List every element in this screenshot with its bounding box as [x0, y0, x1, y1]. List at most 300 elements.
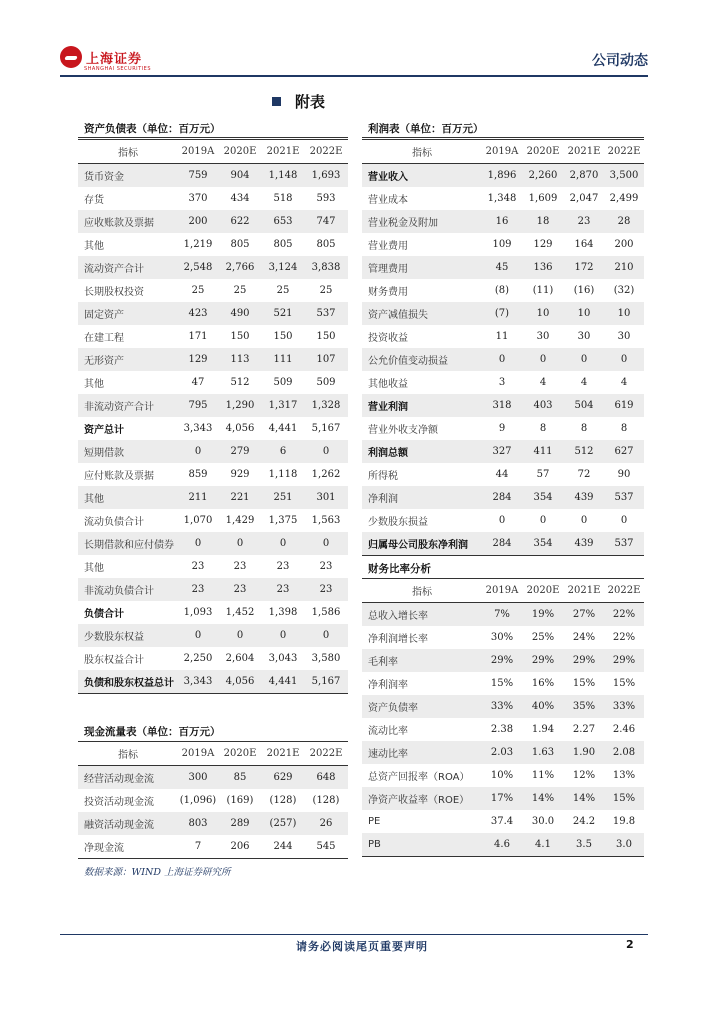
row-label: 其他 [84, 241, 104, 252]
row-label: 投资收益 [368, 333, 408, 344]
row-label: 其他 [84, 563, 104, 574]
income-statement-title: 利润表（单位：百万元） [368, 123, 484, 135]
table-cell: 289 [218, 812, 262, 835]
ratios-title: 财务比率分析 [368, 563, 431, 575]
table-cell: 23 [218, 578, 262, 601]
table-cell: 1,262 [311, 469, 341, 480]
column-header: 指标 [362, 140, 482, 164]
table-row [78, 233, 348, 256]
row-label: 经营活动现金流 [78, 766, 178, 790]
column-header: 2019A [178, 140, 218, 164]
row-label: 资产总计 [84, 425, 124, 436]
table-cell: 0 [539, 515, 547, 526]
row-label: 净利润率 [368, 680, 408, 691]
row-label: 净利润 [362, 486, 482, 509]
table-cell: 537 [604, 486, 644, 509]
table-cell: 7% [482, 603, 522, 627]
table-cell: 25 [191, 285, 205, 296]
table-cell: 10 [564, 302, 604, 325]
table-cell: 5,167 [304, 670, 348, 694]
table-cell: 537 [604, 532, 644, 556]
table-cell: 23 [276, 561, 290, 572]
table-cell: 23 [233, 561, 247, 572]
row-label: 营业成本 [368, 195, 408, 206]
table-cell: 0 [604, 348, 644, 371]
table-cell: 221 [218, 486, 262, 509]
table-cell: 0 [304, 440, 348, 463]
table-cell: 629 [262, 766, 304, 790]
table-cell: 4 [539, 377, 547, 388]
row-label: 净现金流 [78, 835, 178, 859]
table-row [78, 789, 348, 812]
row-label: 应付账款及票据 [84, 471, 154, 482]
table-cell: 4.1 [522, 833, 564, 857]
table-cell: 90 [617, 469, 631, 480]
row-label: 在建工程 [84, 333, 124, 344]
row-label: PB [362, 833, 482, 857]
table-cell: 29% [604, 649, 644, 672]
table-cell: 1,398 [268, 607, 298, 618]
column-header: 2020E [218, 742, 262, 766]
table-cell: 25 [233, 285, 247, 296]
table-cell: (8) [494, 285, 510, 296]
table-cell: 1,348 [487, 193, 517, 204]
column-header: 2020E [522, 140, 564, 164]
row-label: 资产负债率 [362, 695, 482, 718]
column-header: 2021E [262, 140, 304, 164]
row-label: 净资产收益率（ROE） [362, 787, 482, 810]
page-header [60, 46, 648, 76]
table-cell: 172 [564, 256, 604, 279]
table-cell: 24.2 [572, 816, 596, 827]
table-cell: (257) [262, 812, 304, 835]
table-cell: 0 [262, 624, 304, 647]
table-cell: 0 [580, 515, 588, 526]
table-cell: 9 [498, 423, 506, 434]
table-row [78, 624, 348, 647]
table-cell: 4,056 [218, 670, 262, 694]
table-row [362, 787, 644, 810]
table-cell: 0 [262, 532, 304, 555]
table-row [78, 647, 348, 670]
table-cell: 7 [178, 835, 218, 859]
row-label: 应收账款及票据 [78, 210, 178, 233]
row-label: 少数股东损益 [368, 517, 428, 528]
table-cell: 518 [273, 193, 293, 204]
table-cell: 136 [522, 256, 564, 279]
table-cell: 3.5 [564, 833, 604, 857]
table-cell: 13% [612, 770, 636, 781]
table-cell: 805 [316, 239, 336, 250]
table-cell: 15% [612, 678, 636, 689]
table-row [362, 164, 644, 188]
table-cell: (11) [532, 285, 554, 296]
row-label: 总资产回报率（ROA） [368, 772, 470, 783]
table-cell: 3.0 [604, 833, 644, 857]
row-label: 财务费用 [368, 287, 408, 298]
income-statement-top-rule [362, 137, 644, 138]
table-cell: 19.8 [612, 816, 636, 827]
row-label: 营业税金及附加 [362, 210, 482, 233]
column-header: 2021E [564, 140, 604, 164]
row-label: 所得税 [368, 471, 398, 482]
table-cell: 23 [191, 561, 205, 572]
table-row [362, 256, 644, 279]
table-cell: 327 [482, 440, 522, 463]
table-row [362, 626, 644, 649]
table-cell: 0 [522, 348, 564, 371]
table-cell: 627 [604, 440, 644, 463]
table-cell: 23 [564, 210, 604, 233]
table-cell: 805 [230, 239, 250, 250]
footer-divider [60, 934, 648, 935]
table-cell: (128) [269, 795, 297, 806]
table-cell: 111 [262, 348, 304, 371]
row-label: 毛利率 [362, 649, 482, 672]
table-row [362, 764, 644, 787]
table-cell: 545 [304, 835, 348, 859]
row-label: 长期借款和应付债券 [78, 532, 178, 555]
table-cell: (7) [482, 302, 522, 325]
table-row [362, 833, 644, 857]
row-label: 总收入增长率 [362, 603, 482, 627]
table-cell: 521 [262, 302, 304, 325]
table-cell: 2.08 [604, 741, 644, 764]
balance-sheet-title: 资产负债表（单位：百万元） [84, 123, 221, 135]
table-cell: 30 [536, 331, 550, 342]
table-cell: 4 [580, 377, 588, 388]
table-cell: 0 [178, 440, 218, 463]
table-cell: 23 [262, 578, 304, 601]
table-cell: 28 [604, 210, 644, 233]
table-cell: 512 [564, 440, 604, 463]
table-cell: 403 [522, 394, 564, 417]
table-cell: 27% [564, 603, 604, 627]
table-cell: 150 [316, 331, 336, 342]
table-row [362, 486, 644, 509]
table-cell: 10 [522, 302, 564, 325]
row-label: 流动资产合计 [78, 256, 178, 279]
table-row [78, 766, 348, 790]
table-cell: 1,563 [311, 515, 341, 526]
table-cell: 150 [273, 331, 293, 342]
table-cell: 200 [178, 210, 218, 233]
row-label: 股东权益合计 [84, 655, 144, 666]
table-row [78, 486, 348, 509]
row-label: 非流动资产合计 [78, 394, 178, 417]
table-row [362, 348, 644, 371]
table-cell: 19% [522, 603, 564, 627]
table-cell: 509 [273, 377, 293, 388]
table-cell: 3,343 [183, 423, 213, 434]
table-cell: 0 [304, 532, 348, 555]
row-label: 投资活动现金流 [84, 797, 154, 808]
table-cell: 72 [577, 469, 591, 480]
table-cell: 653 [262, 210, 304, 233]
row-label: 存货 [84, 195, 104, 206]
row-label: 其他收益 [368, 379, 408, 390]
table-cell: 18 [522, 210, 564, 233]
table-row [78, 532, 348, 555]
table-cell: 26 [304, 812, 348, 835]
table-cell: 1,093 [183, 607, 213, 618]
table-cell: 1,118 [268, 469, 298, 480]
table-row [78, 164, 348, 188]
row-label: 其他 [78, 486, 178, 509]
table-cell: 47 [191, 377, 205, 388]
table-cell: 859 [188, 469, 208, 480]
table-header-row [78, 140, 348, 164]
income-statement-table [362, 139, 644, 556]
table-cell: 1,219 [183, 239, 213, 250]
table-cell: 805 [273, 239, 293, 250]
table-cell: 0 [218, 624, 262, 647]
table-cell: 0 [218, 532, 262, 555]
table-cell: 2,047 [569, 193, 599, 204]
table-cell: 1,317 [262, 394, 304, 417]
table-cell: (16) [573, 285, 595, 296]
column-header: 2020E [218, 140, 262, 164]
table-cell: 904 [218, 164, 262, 188]
table-cell: 0 [482, 348, 522, 371]
table-cell: 803 [178, 812, 218, 835]
table-cell: 0 [498, 515, 506, 526]
table-row [78, 601, 348, 624]
table-cell: 1.90 [564, 741, 604, 764]
table-cell: 1.63 [522, 741, 564, 764]
table-cell: 3,043 [268, 653, 298, 664]
table-row [78, 417, 348, 440]
column-header: 指标 [78, 140, 178, 164]
table-row [78, 256, 348, 279]
table-cell: 504 [564, 394, 604, 417]
table-cell: 33% [482, 695, 522, 718]
table-cell: 3,343 [178, 670, 218, 694]
table-cell: 15% [604, 787, 644, 810]
table-cell: 45 [482, 256, 522, 279]
table-cell: 4,441 [268, 423, 298, 434]
table-row [78, 187, 348, 210]
table-cell: 1,693 [304, 164, 348, 188]
column-header: 2022E [604, 579, 644, 603]
table-row [362, 603, 644, 627]
table-cell: 22% [604, 603, 644, 627]
table-row [78, 509, 348, 532]
table-cell: 24% [572, 632, 596, 643]
row-label: 资产减值损失 [362, 302, 482, 325]
table-row [362, 187, 644, 210]
table-row [78, 348, 348, 371]
table-cell: 747 [304, 210, 348, 233]
table-row [362, 810, 644, 833]
row-label: PE [368, 816, 381, 827]
row-label: 固定资产 [78, 302, 178, 325]
row-label: 少数股东权益 [78, 624, 178, 647]
table-cell: 29% [522, 649, 564, 672]
row-label: 营业利润 [362, 394, 482, 417]
table-row [362, 417, 644, 440]
table-cell: 44 [495, 469, 509, 480]
column-header: 指标 [78, 742, 178, 766]
table-cell: 11% [531, 770, 555, 781]
row-label: 其他 [84, 379, 104, 390]
table-row [362, 741, 644, 764]
table-cell: 318 [482, 394, 522, 417]
section-title-text: 附表 [295, 93, 326, 111]
table-cell: 14% [564, 787, 604, 810]
table-row [362, 649, 644, 672]
table-cell: 354 [522, 532, 564, 556]
table-cell: 439 [564, 486, 604, 509]
row-label: 负债和股东权益总计 [78, 670, 178, 694]
table-cell: 1,429 [225, 515, 255, 526]
table-cell: 15% [572, 678, 596, 689]
table-cell: 284 [482, 486, 522, 509]
table-cell: 211 [178, 486, 218, 509]
table-cell: 411 [522, 440, 564, 463]
table-cell: 40% [522, 695, 564, 718]
table-cell: 12% [572, 770, 596, 781]
table-cell: 107 [304, 348, 348, 371]
table-cell: 244 [262, 835, 304, 859]
footer-disclaimer: 请务必阅读尾页重要声明 [296, 940, 428, 953]
table-cell: 648 [304, 766, 348, 790]
logo-subtext: SHANGHAI SECURITIES [84, 66, 152, 72]
row-label: 无形资产 [78, 348, 178, 371]
table-cell: 284 [482, 532, 522, 556]
table-cell: 8 [580, 423, 588, 434]
table-cell: 15% [490, 678, 514, 689]
table-cell: 2.38 [490, 724, 514, 735]
table-cell: 423 [178, 302, 218, 325]
table-cell: 2,870 [564, 164, 604, 188]
table-cell: 23 [304, 578, 348, 601]
table-cell: 6 [262, 440, 304, 463]
table-cell: 4.6 [482, 833, 522, 857]
table-header-row [362, 579, 644, 603]
table-cell: 301 [304, 486, 348, 509]
table-cell: 8 [539, 423, 547, 434]
table-cell: 1,586 [311, 607, 341, 618]
table-row [78, 555, 348, 578]
table-cell: 0 [178, 624, 218, 647]
table-cell: 171 [188, 331, 208, 342]
table-row [362, 463, 644, 486]
table-cell: 25 [276, 285, 290, 296]
table-cell: 1,896 [482, 164, 522, 188]
company-logo [60, 46, 142, 68]
table-cell: 10 [604, 302, 644, 325]
table-cell: 2,250 [183, 653, 213, 664]
table-cell: 3,838 [304, 256, 348, 279]
table-row [78, 440, 348, 463]
table-cell: 300 [178, 766, 218, 790]
table-cell: 85 [218, 766, 262, 790]
table-cell: 434 [230, 193, 250, 204]
ratios-table [362, 578, 644, 857]
table-cell: 200 [614, 239, 634, 250]
table-cell: 2,766 [218, 256, 262, 279]
table-row [362, 509, 644, 532]
page-number: 2 [626, 938, 634, 951]
row-label: 净利润增长率 [368, 634, 428, 645]
table-cell: 512 [230, 377, 250, 388]
row-label: 公允价值变动损益 [362, 348, 482, 371]
table-row [78, 279, 348, 302]
table-row [362, 440, 644, 463]
table-cell: 129 [533, 239, 553, 250]
table-cell: 4,056 [225, 423, 255, 434]
table-cell: 2.46 [612, 724, 636, 735]
table-row [362, 672, 644, 695]
section-title [272, 91, 325, 112]
table-row [362, 210, 644, 233]
table-header-row [78, 742, 348, 766]
data-source-note: 数据来源：WIND 上海证券研究所 [84, 867, 231, 878]
table-cell: 8 [620, 423, 628, 434]
table-row [362, 718, 644, 741]
table-cell: 33% [604, 695, 644, 718]
table-cell: 2.03 [482, 741, 522, 764]
column-header: 2019A [482, 579, 522, 603]
table-cell: (32) [613, 285, 635, 296]
table-cell: 795 [178, 394, 218, 417]
table-cell: 129 [178, 348, 218, 371]
table-cell: 0 [564, 348, 604, 371]
table-cell: 16 [482, 210, 522, 233]
table-cell: 354 [522, 486, 564, 509]
row-label: 长期股权投资 [84, 287, 144, 298]
row-label: 营业外收支净额 [368, 425, 438, 436]
table-cell: 439 [564, 532, 604, 556]
table-cell: 164 [574, 239, 594, 250]
column-header: 2020E [522, 579, 564, 603]
row-label: 管理费用 [362, 256, 482, 279]
table-cell: 30% [490, 632, 514, 643]
table-cell: 30 [577, 331, 591, 342]
table-row [78, 812, 348, 835]
table-cell: 1,609 [528, 193, 558, 204]
table-cell: 3,124 [262, 256, 304, 279]
table-row [362, 695, 644, 718]
row-label: 速动比率 [362, 741, 482, 764]
table-cell: 0 [178, 532, 218, 555]
table-row [78, 670, 348, 694]
table-cell: 25 [319, 285, 333, 296]
table-cell: 25% [531, 632, 555, 643]
table-cell: 16% [531, 678, 555, 689]
table-cell: 4,441 [262, 670, 304, 694]
table-cell: 2,499 [609, 193, 639, 204]
table-cell: 14% [522, 787, 564, 810]
table-cell: 1,375 [268, 515, 298, 526]
table-cell: 11 [495, 331, 509, 342]
table-cell: (1,096) [179, 795, 217, 806]
table-cell: 1,290 [218, 394, 262, 417]
table-cell: 279 [218, 440, 262, 463]
table-row [362, 532, 644, 556]
table-cell: 509 [316, 377, 336, 388]
table-cell: 23 [178, 578, 218, 601]
cash-flow-title: 现金流量表（单位：百万元） [84, 726, 221, 738]
table-cell: 109 [492, 239, 512, 250]
table-cell: 10% [490, 770, 514, 781]
table-row [362, 325, 644, 348]
table-cell: 1,148 [262, 164, 304, 188]
table-cell: 619 [604, 394, 644, 417]
table-cell: 113 [218, 348, 262, 371]
table-cell: 1.94 [531, 724, 555, 735]
